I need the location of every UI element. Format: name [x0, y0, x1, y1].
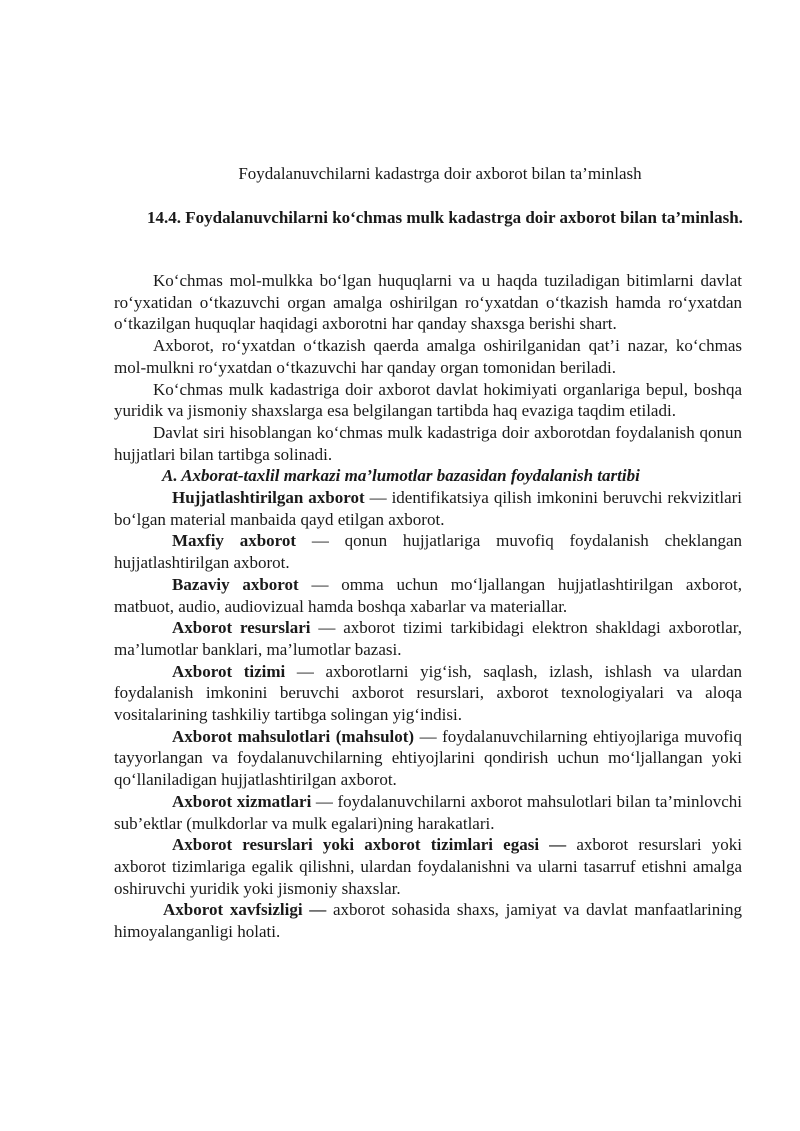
definition-item [114, 574, 742, 617]
definition-item [114, 726, 742, 791]
definition-term: Maxfiy axborot [172, 531, 297, 551]
document-body [114, 270, 742, 943]
definition-term: Axborot resurslari yoki axborot tizimlari egasi — [172, 835, 567, 855]
definition-text: — foydalanuvchilarni axborot mahsulotlari bilan ta’minlovchi sub’ektlar (mulkdorlar va mulk egalari)ning harakatlari. [114, 791, 743, 833]
running-header: Foydalanuvchilarni kadastrga doir axborot bilan ta’minlash [238, 164, 642, 183]
paragraph: Ko‘chmas mulk kadastriga doir axborot davlat hokimiyati organlariga bepul, boshqa yuridik va jismoniy shaxslarga esa belgilangan tartibda haq evaziga taqdim etiladi. [114, 379, 742, 421]
paragraph: Davlat siri hisoblangan ko‘chmas mulk kadastriga doir axborotdan foydalanish qonun hujjatlari bilan tartibga solinadi. [114, 422, 742, 464]
definition-text: — omma uchun mo‘ljallangan hujjatlashtirilgan axborot, matbuot, audio, audiovizual hamda boshqa xabarlar va materiallar. [114, 574, 743, 616]
definition-item [114, 487, 742, 530]
definition-item [114, 791, 742, 834]
section-title: 14.4. Foydalanuvchilarni ko‘chmas mulk kadastrga doir axborot bilan ta’minlash. [147, 208, 743, 227]
definition-term: Hujjatlashtirilgan axborot [172, 488, 365, 508]
definition-term: Axborot mahsulotlari (mahsulot) [172, 726, 415, 746]
definition-term: Axborot xavfsizligi — [163, 900, 327, 920]
definition-item [114, 834, 742, 899]
definition-text: axborot sohasida shaxs, jamiyat va davlat manfaatlarining himoyalanganligi holati. [114, 900, 742, 942]
definition-item [114, 899, 742, 942]
definition-term: Axborot xizmatlari [172, 791, 312, 811]
definition-text: — foydalanuvchilarning ehtiyojlariga muvofiq tayyorlangan va foydalanuvchilarning ehtiyojlarini qondirish uchun mo‘ljallangan yoki qo‘llaniladigan hujjatlashtirilgan axborot. [114, 726, 743, 790]
definition-item [114, 530, 742, 573]
definition-item [114, 661, 742, 726]
definition-term: Bazaviy axborot [172, 574, 299, 594]
definition-text: — axborot tizimi tarkibidagi elektron shakldagi axborotlar, ma’lumotlar banklari, ma’lumotlar bazasi. [114, 618, 743, 659]
definition-text: — axborotlarni yig‘ish, saqlash, izlash, ishlash va ulardan foydalanish imkonini beruvchi axborot resurslari, axborot texnologiyalari va aloqa vositalarining tashkiliy tartibga solingan yig‘indisi. [114, 661, 742, 725]
definition-term: Axborot tizimi [172, 661, 286, 681]
definition-text: — identifikatsiya qilish imkonini beruvchi rekvizitlari bo‘lgan material manbaida qayd etilgan axborot. [114, 488, 742, 529]
definition-item [114, 617, 742, 660]
definition-text: axborot resurslari yoki axborot tizimlariga egalik qilishni, ulardan foydalanishni va ularni tasarruf etishni amalga oshiruvchi yuridik yoki jismoniy shaxslar. [114, 835, 743, 898]
definition-text: — qonun hujjatlariga muvofiq foydalanish cheklangan hujjatlashtirilgan axborot. [114, 531, 742, 573]
paragraph: Axborot, ro‘yxatdan o‘tkazish qaerda amalga oshirilganidan qat’i nazar, ko‘chmas mol-mulkni ro‘yxatdan o‘tkazuvchi har qanday organ tomonidan beriladi. [114, 336, 742, 377]
definition-term: Axborot resurslari [172, 618, 311, 638]
paragraph: Ko‘chmas mol-mulkka bo‘lgan huquqlarni va u haqda tuziladigan bitimlarni davlat ro‘yxatidan o‘tkazuvchi organ amalga oshirilgan ro‘yxatdan o‘tkazish hamda ro‘yxatdan o‘tkazilgan huquqlar haqidagi axborotni har qanday shaxsga berishi shart. [114, 271, 742, 334]
subheading: A. Axborat-taxlil markazi ma’lumotlar bazasidan foydalanish tartibi [162, 466, 640, 486]
